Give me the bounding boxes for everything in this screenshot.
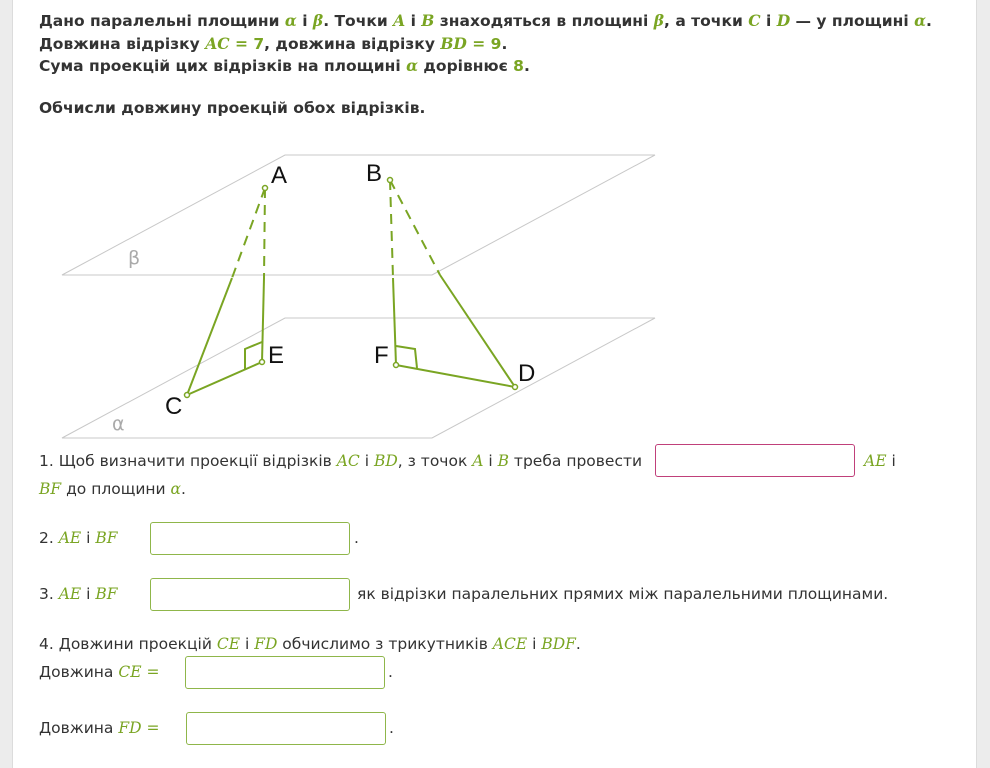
answer-input-2[interactable] (150, 522, 350, 555)
question-4: 4. Довжини проекцій CE і FD обчислимо з трикутників ACE і BDF. (39, 635, 581, 653)
fd-answer-input[interactable] (186, 712, 386, 745)
fd-length-label: Довжина FD = (39, 719, 160, 737)
question-1-line2: BF до площини α. (39, 480, 186, 498)
question-1-tail: AE і (864, 452, 896, 470)
answer-input-3[interactable] (150, 578, 350, 611)
label-C: C (165, 393, 183, 420)
segment-FD (396, 365, 515, 387)
point-A (263, 186, 268, 191)
label-alpha: α (112, 413, 125, 435)
answer-input-1[interactable] (655, 444, 855, 477)
plane-alpha (62, 318, 655, 438)
question-3: 3. AE і BF (39, 585, 118, 603)
problem-statement: Дано паралельні площини α і β. Точки A і B знаходяться в площині β, а точки C і D — у площині α. Довжина відрізку AC = 7, довжина відрізку BD = 9. Сума проекцій цих відрізків на площині α дорівнює 8. (39, 11, 932, 75)
label-F: F (374, 342, 389, 369)
point-F (394, 363, 399, 368)
answer-field-1[interactable] (656, 445, 854, 476)
answer-field-2[interactable] (151, 523, 349, 554)
question-1: 1. Щоб визначити проекції відрізків AC і BD, з точок A і B треба провести (39, 452, 643, 470)
label-A: A (271, 162, 288, 189)
ce-dot: . (388, 663, 393, 681)
segment-AE-hidden (264, 188, 265, 278)
segment-BF (393, 278, 396, 365)
label-beta: β (128, 247, 141, 269)
task-instruction: Обчисли довжину проекцій обох відрізків. (39, 99, 426, 117)
point-E (260, 360, 265, 365)
label-B: B (366, 160, 383, 187)
segment-BF-hidden (390, 180, 393, 278)
point-B (388, 178, 393, 183)
label-E: E (268, 342, 285, 369)
fd-dot: . (389, 719, 394, 737)
answer-field-3[interactable] (151, 579, 349, 610)
label-D: D (518, 360, 536, 387)
segment-AE (262, 278, 264, 362)
segment-BD (440, 275, 515, 387)
ce-answer-field[interactable] (186, 657, 384, 688)
question-3-tail: як відрізки паралельних прямих між паралельними площинами. (357, 585, 889, 603)
ce-length-label: Довжина CE = (39, 663, 160, 681)
segment-BD-hidden (390, 180, 440, 275)
ce-answer-input[interactable] (185, 656, 385, 689)
point-C (185, 393, 190, 398)
point-D (513, 385, 518, 390)
segment-AC-hidden (232, 188, 265, 278)
question-2-tail: . (354, 529, 359, 547)
fd-answer-field[interactable] (187, 713, 385, 744)
question-2: 2. AE і BF (39, 529, 118, 547)
plane-beta (62, 155, 655, 275)
